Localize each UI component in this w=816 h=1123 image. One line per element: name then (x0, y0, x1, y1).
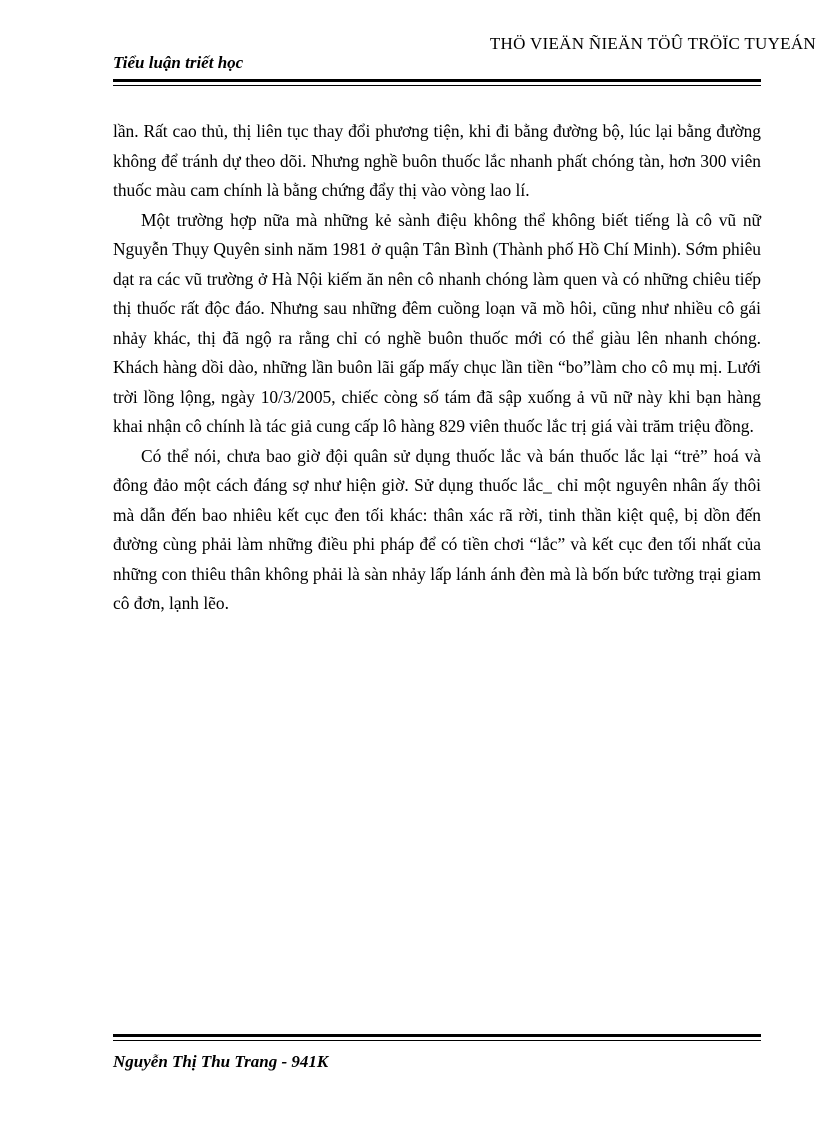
document-body (113, 117, 761, 619)
header-rule-thin (113, 85, 761, 86)
footer-author-name: Nguyễn Thị Thu Trang - 941K (113, 1052, 329, 1071)
paragraph-3: Có thể nói, chưa bao giờ đội quân sử dụng thuốc lắc và bán thuốc lắc lại “trẻ” hoá và đông đảo một cách đáng sợ như hiện giờ. Sử dụng thuốc lắc_ chỉ một nguyên nhân ấy thôi mà dẫn đến bao nhiêu kết cục đen tối khác: thân xác rã rời, tinh thần kiệt quệ, bị dồn đến đường cùng phải làm những điều phi pháp để có tiền chơi “lắc” và kết cục đen tối nhất của những con thiêu thân không phải là sàn nhảy lấp lánh ánh đèn mà là bốn bức tường trại giam cô đơn, lạnh lẽo. (113, 445, 761, 613)
paragraph-1: lần. Rất cao thủ, thị liên tục thay đổi phương tiện, khi đi bằng đường bộ, lúc lại bằng đường không để tránh dự theo dõi. Nhưng nghề buôn thuốc lắc nhanh phất chóng tàn, hơn 300 viên thuốc màu cam chính là bằng chứng đẩy thị vào vòng lao lí. (113, 121, 761, 200)
footer-rule-thick (113, 1034, 761, 1037)
library-watermark: THÖ VIEÄN ÑIEÄN TÖÛ TRÖÏC TUYEÁN (489, 34, 816, 53)
document-header-title: Tiểu luận triết học (113, 53, 244, 72)
header-rule-thick (113, 79, 761, 82)
paragraph-2: Một trường hợp nữa mà những kẻ sành điệu không thể không biết tiếng là cô vũ nữ Nguyễn Thụy Quyên sinh năm 1981 ở quận Tân Bình (Thành phố Hồ Chí Minh). Sớm phiêu dạt ra các vũ trường ở Hà Nội kiếm ăn nên cô nhanh chóng làm quen và có những chiêu tiếp thị thuốc rất độc đáo. Nhưng sau những đêm cuồng loạn vã mồ hôi, cũng như nhiều cô gái nhảy khác, thị đã ngộ ra rằng chỉ có nghề buôn thuốc mới có thể giàu lên nhanh chóng. Khách hàng dồi dào, những lần buôn lãi gấp mấy chục lần tiền “bo”làm cho cô mụ mị. Lưới trời lồng lộng, ngày 10/3/2005, chiếc còng số tám đã sập xuống ả vũ nữ này khi bạn hàng khai nhận cô chính là tác giả cung cấp lô hàng 829 viên thuốc lắc trị giá vài trăm triệu đồng. (113, 209, 761, 436)
footer-rule-thin (113, 1040, 761, 1041)
